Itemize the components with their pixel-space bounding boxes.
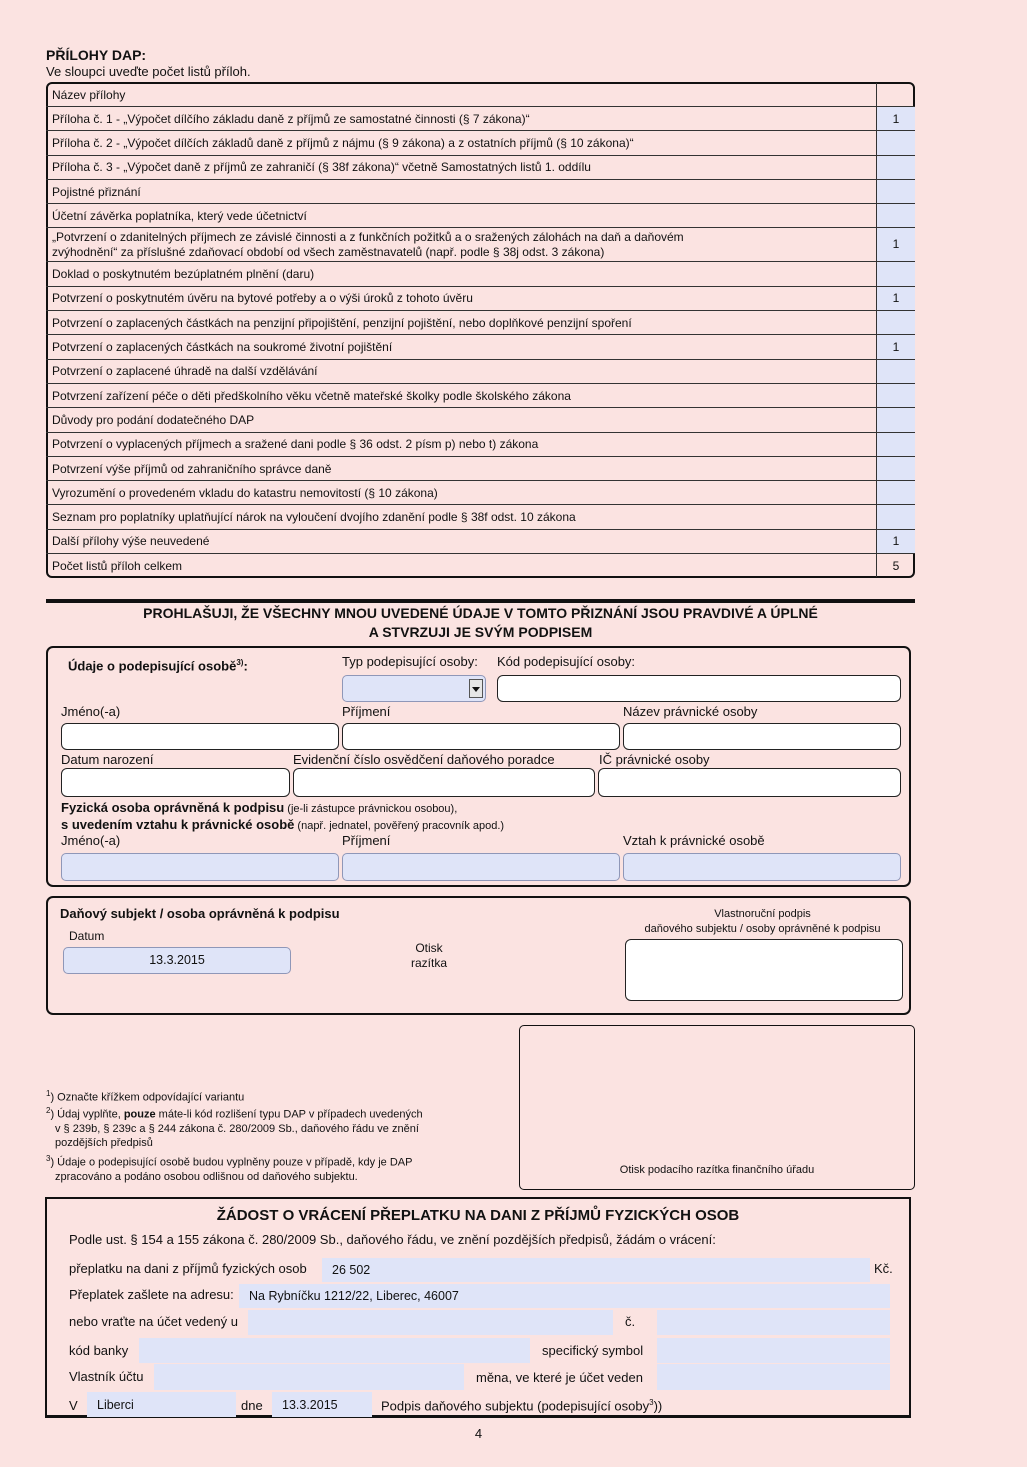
attachment-count-field[interactable]: 1 [877,228,916,262]
bank-code-label: kód banky [69,1343,129,1358]
authorized-person-note1: Fyzická osoba oprávněná k podpisu (je-li zástupce právnickou osobou), [61,800,458,815]
refund-title: ŽÁDOST O VRÁCENÍ PŘEPLATKU NA DANI Z PŘÍJMŮ FYZICKÝCH OSOB [216,1207,740,1224]
attachment-name: Potvrzení o zaplacených částkách na soukromé životní pojištění [46,335,877,359]
attachment-row [46,155,915,179]
owner-label: Vlastník účtu [69,1369,144,1384]
declaration-divider [46,599,915,603]
attachment-name: Pojistné přiznání [46,179,877,203]
birth-date-label: Datum narození [61,752,154,767]
attachment-name: Příloha č. 3 - „Výpočet daně z příjmů ze zahraničí (§ 38f zákona)“ včetně Samostatných listů 1. oddílu [46,155,877,179]
relation-field[interactable] [623,853,901,881]
signer-code-label: Kód podepisující osoby: [497,654,636,669]
address-field[interactable]: Na Rybníčku 1212/22, Liberec, 46007 [239,1284,890,1308]
attachment-row [46,286,915,310]
attachment-row [46,179,915,203]
footnote-3: $^3$) Údaje o podepisující osobě budou vyplněny pouze v případě, kdy je DAP zpracováno a podáno osobou odlišnou od daňového subjektu. [46,1154,413,1183]
account-currency-field[interactable] [657,1364,890,1390]
company-field[interactable] [623,723,901,750]
attachment-row [46,505,915,529]
attachments-title: PŘÍLOHY DAP: [46,47,147,63]
attachment-row [46,408,915,432]
auth-first-name-label: Jméno(-a) [61,833,121,848]
attachment-count-field[interactable] [877,311,916,335]
attachment-count-field[interactable] [877,456,916,480]
company-label: Název právnické osoby [623,704,758,719]
subject-date-field[interactable]: 13.3.2015 [63,947,291,974]
address-label: Přeplatek zašlete na adresu: [69,1287,234,1302]
attachment-row [46,262,915,286]
attachment-name: Seznam pro poplatníky uplatňující nárok na vyloučení dvojího zdanění podle § 38f odst. 10 zákona [46,505,877,529]
attachment-count-field[interactable]: 1 [877,335,916,359]
attachment-row [46,311,915,335]
attachment-count-field[interactable]: 1 [877,107,916,131]
attachment-total-row [46,554,915,578]
attachment-total-value: 5 [877,554,916,578]
signature-label-1: Vlastnoruční podpis [714,908,811,920]
chevron-down-icon[interactable] [469,679,483,698]
attachment-count-field[interactable] [877,408,916,432]
attachment-name: Potvrzení o zaplacené úhradě na další vzdělávání [46,359,877,383]
signer-type-label: Typ podepisující osoby: [342,654,478,669]
birth-date-field[interactable] [61,768,290,797]
account-number-field[interactable] [657,1310,890,1335]
signature-label-2: daňového subjektu / osoby oprávněné k podpisu [644,923,881,935]
refund-sign-label: Podpis daňového subjektu (podepisující osoby$^3$)) [381,1398,663,1414]
attachments-subtitle: Ve sloupci uveďte počet listů příloh. [46,64,251,79]
advisor-number-label: Evidenční číslo osvědčení daňového poradce [293,752,555,767]
signer-type-select[interactable] [342,675,486,702]
refund-intro: Podle ust. § 154 a 155 zákona č. 280/2009 Sb., daňového řádu, ve znění pozdějších předpisů, žádám o vrácení: [69,1232,716,1247]
place-label: V [69,1398,78,1413]
attachment-row [46,456,915,480]
attachment-name: Příloha č. 2 - „Výpočet dílčích základů daně z příjmů z nájmu (§ 9 zákona) a z ostatních příjmů (§ 10 zákona)“ [46,131,877,155]
place-field[interactable]: Liberci [87,1392,236,1417]
attachment-row [46,131,915,155]
attachment-count-field[interactable] [877,432,916,456]
footnote-1: $^1$) Označte křížkem odpovídající variantu [46,1089,245,1104]
attachment-row [46,204,915,228]
signer-code-field[interactable] [497,675,901,702]
owner-field[interactable] [154,1364,464,1390]
overpayment-field[interactable]: 26 502 [322,1258,870,1282]
attachment-name: Doklad o poskytnutém bezúplatném plnění (daru) [46,262,877,286]
page-number: 4 [474,1426,483,1441]
subject-date-label: Datum [69,929,105,943]
surname-field[interactable] [342,723,620,750]
attachment-count-field[interactable] [877,383,916,407]
account-currency-label: měna, ve které je účet veden [476,1370,643,1385]
attachment-row [46,359,915,383]
attachment-row [46,107,915,131]
attachment-name: Účetní závěrka poplatníka, který vede účetnictví [46,204,877,228]
attachment-name: Další přílohy výše neuvedené [46,529,877,553]
surname-label: Příjmení [342,704,391,719]
attachment-name: „Potvrzení o zdanitelných příjmech ze závislé činnosti a z funkčních požitků a o sražených zálohách na daň a daňovém zvýhodnění“ za příslušné zdaňovací období od všech zaměstnavatelů (např. podle § 38j odst. 3 zákona) [46,228,877,262]
attachment-count-field[interactable] [877,155,916,179]
signer-heading: Údaje o podepisující osobě$^{3)}$: [68,658,248,674]
stamp-label-2: razítka [410,956,447,970]
attachment-name: Potvrzení o poskytnutém úvěru na bytové potřeby a o výši úroků z tohoto úvěru [46,286,877,310]
ic-field[interactable] [598,768,901,797]
bank-code-field[interactable] [139,1338,530,1363]
attachment-name: Příloha č. 1 - „Výpočet dílčího základu daně z příjmů ze samostatné činnosti (§ 7 zákona)“ [46,107,877,131]
auth-first-name-field[interactable] [61,853,339,881]
authorized-person-note2: s uvedením vztahu k právnické osobě (např. jednatel, pověřený pracovník apod.) [61,817,505,832]
auth-surname-label: Příjmení [342,833,391,848]
specific-symbol-label: specifický symbol [542,1343,644,1358]
account-bank-field[interactable] [248,1310,613,1335]
attachment-count-field[interactable] [877,505,916,529]
account-label: nebo vraťte na účet vedený u [69,1314,238,1329]
attachment-row [46,529,915,553]
stamp-label-1: Otisk [415,941,443,955]
relation-label: Vztah k právnické osobě [623,833,765,848]
declaration-line1: PROHLAŠUJI, ŽE VŠECHNY MNOU UVEDENÉ ÚDAJE V TOMTO PŘIZNÁNÍ JSOU PRAVDIVÉ A ÚPLNÉ [143,605,818,621]
declaration-line2: A STVRZUJI JE SVÝM PODPISEM [368,624,593,640]
account-number-label: č. [625,1314,636,1329]
attachment-row [46,432,915,456]
attachment-count-field[interactable] [877,131,916,155]
attachment-row [46,228,915,262]
attachment-count-field[interactable] [877,481,916,505]
attachment-name: Potvrzení o vyplacených příjmech a sražené dani podle § 36 odst. 2 písm p) nebo t) zákona [46,432,877,456]
day-label: dne [241,1398,263,1413]
attachment-name: Potvrzení o zaplacených částkách na penzijní připojištění, penzijní pojištění, nebo doplňkové penzijní spoření [46,311,877,335]
auth-surname-field[interactable] [342,853,620,881]
day-field[interactable]: 13.3.2015 [272,1392,372,1417]
first-name-field[interactable] [61,723,339,750]
advisor-number-field[interactable] [293,768,595,797]
signature-field[interactable] [625,939,903,1001]
attachment-count-field[interactable] [877,204,916,228]
specific-symbol-field[interactable] [657,1338,890,1363]
attachments-header: Název přílohy [52,87,126,102]
attachment-total-label: Počet listů příloh celkem [46,554,877,578]
ic-label: IČ právnické osoby [599,752,710,767]
attachment-row [46,383,915,407]
attachment-name: Vyrozumění o provedeném vkladu do katastru nemovitostí (§ 10 zákona) [46,481,877,505]
attachment-name: Důvody pro podání dodatečného DAP [46,408,877,432]
attachment-count-field[interactable]: 1 [877,529,916,553]
first-name-label: Jméno(-a) [61,704,121,719]
currency-label: Kč. [874,1261,893,1276]
subject-heading: Daňový subjekt / osoba oprávněná k podpisu [60,906,340,921]
attachment-count-field[interactable]: 1 [877,286,916,310]
attachments-table [46,83,915,577]
attachment-row [46,335,915,359]
office-stamp-label: Otisk podacího razítka finančního úřadu [619,1164,815,1176]
footnote-2: $^2$) Údaj vyplňte, pouze máte-li kód rozlišení typu DAP v případech uvedených v § 239b, § 239c a § 244 zákona č. 280/2009 Sb., daňového řádu ve znění pozdějších předpisů [46,1106,423,1149]
attachment-count-field[interactable] [877,359,916,383]
attachment-name: Potvrzení výše příjmů od zahraničního správce daně [46,456,877,480]
attachment-count-field[interactable] [877,262,916,286]
attachment-row [46,481,915,505]
attachment-name: Potvrzení zařízení péče o děti předškolního věku včetně mateřské školky podle školského zákona [46,383,877,407]
attachment-count-field[interactable] [877,179,916,203]
overpayment-label: přeplatku na dani z příjmů fyzických osob [69,1261,307,1276]
